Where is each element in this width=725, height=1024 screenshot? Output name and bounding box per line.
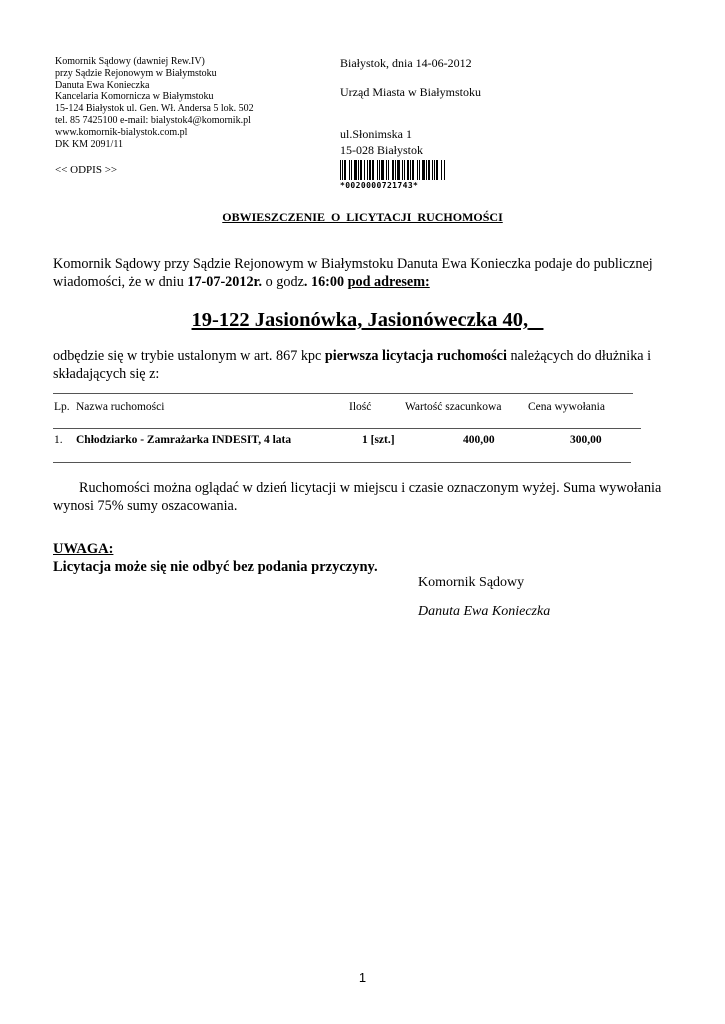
barcode-bar <box>388 160 389 180</box>
barcode <box>340 160 448 190</box>
signature-title: Komornik Sądowy <box>418 575 525 590</box>
barcode-text: *0020000721743* <box>340 181 419 190</box>
col-header-value: Wartość szacunkowa <box>405 401 502 413</box>
barcode-bar <box>392 160 394 180</box>
col-header-price: Cena wywołania <box>528 401 605 413</box>
barcode-bar <box>342 160 343 180</box>
body-paragraph <box>53 347 683 383</box>
barcode-bar <box>422 160 425 180</box>
barcode-bar <box>372 160 374 180</box>
sender-line: www.komornik-bialystok.com.pl <box>55 126 188 138</box>
auction-address <box>0 309 725 332</box>
barcode-bar <box>426 160 427 180</box>
auction-address-text: 19-122 Jasionówka, Jasionóweczka 40, <box>191 309 529 331</box>
barcode-bar <box>412 160 414 180</box>
barcode-bar <box>417 160 418 180</box>
table-rule-bottom <box>53 462 631 463</box>
barcode-bar <box>407 160 409 180</box>
barcode-bar <box>349 160 350 180</box>
note-paragraph: Ruchomości można oglądać w dzień licytacji w miejscu i czasie oznaczonym wyżej. Suma wywołania wynosi 75% sumy oszacowania. <box>53 480 662 514</box>
intro-text: Komornik Sądowy przy Sądzie Rejonowym w Białymstoku Danuta Ewa Konieczka podaje do publicznej wiadomości, że w dniu <box>53 256 653 290</box>
sender-line: Danuta Ewa Konieczka <box>55 79 150 91</box>
barcode-bar <box>397 160 400 180</box>
barcode-bar <box>428 160 430 180</box>
document-title: OBWIESZCZENIE O LICYTACJI RUCHOMOŚCI <box>222 210 503 224</box>
barcode-bar <box>404 160 405 180</box>
recipient-city: 15-028 Białystok <box>340 143 423 157</box>
row-qty: 1 [szt.] <box>362 434 395 446</box>
barcode-bar <box>344 160 346 180</box>
barcode-bar <box>340 160 341 180</box>
barcode-bar <box>434 160 435 180</box>
sender-line: przy Sądzie Rejonowym w Białymstoku <box>55 67 217 79</box>
barcode-bar <box>377 160 378 180</box>
barcode-bar <box>351 160 352 180</box>
copy-marker: << ODPIS >> <box>55 164 118 176</box>
address-intro: pod adresem: <box>347 274 430 290</box>
signature-name: Danuta Ewa Konieczka <box>418 604 551 619</box>
barcode-bar <box>358 160 359 180</box>
warning-heading: UWAGA: <box>53 541 114 557</box>
auction-date: 17-07-2012r. <box>187 274 263 290</box>
case-number: DK KM 2091/11 <box>55 138 123 150</box>
barcode-bar <box>360 160 362 180</box>
barcode-bar <box>419 160 420 180</box>
barcode-bar <box>369 160 371 180</box>
intro-paragraph <box>53 255 683 291</box>
sender-block <box>55 56 254 150</box>
table-rule-top <box>53 393 633 394</box>
recipient-name: Urząd Miasta w Białymstoku <box>340 85 481 99</box>
recipient-street: ul.Słonimska 1 <box>340 127 413 141</box>
row-name: Chłodziarko - Zamrażarka INDESIT, 4 lata <box>76 434 292 446</box>
page-number: 1 <box>358 970 367 985</box>
barcode-bars <box>340 160 448 180</box>
row-lp: 1. <box>54 434 63 446</box>
barcode-bar <box>364 160 365 180</box>
sender-line: Komornik Sądowy (dawniej Rew.IV) <box>55 56 205 67</box>
body-text: odbędzie się w trybie ustalonym w art. 867 kpc <box>53 348 325 364</box>
barcode-bar <box>395 160 396 180</box>
body-text-end: należących do dłużnika i składających się z: <box>53 348 652 382</box>
barcode-bar <box>386 160 387 180</box>
barcode-bar <box>381 160 384 180</box>
auction-type: pierwsza licytacja ruchomości <box>324 348 507 364</box>
barcode-bar <box>444 160 445 180</box>
intro-text-time: o godz <box>262 274 304 290</box>
barcode-bar <box>432 160 433 180</box>
barcode-bar <box>402 160 403 180</box>
row-value: 400,00 <box>463 434 495 446</box>
col-header-lp: Lp. <box>54 401 70 413</box>
barcode-bar <box>367 160 368 180</box>
sender-line: 15-124 Białystok ul. Gen. Wł. Andersa 5 lok. 502 <box>55 103 254 115</box>
sender-line: tel. 85 7425100 e-mail: bialystok4@komornik.pl <box>55 114 251 126</box>
warning-text: Licytacja może się nie odbyć bez podania przyczyny. <box>53 559 378 575</box>
barcode-bar <box>436 160 438 180</box>
sender-line: Kancelaria Komornicza w Białymstoku <box>55 91 214 103</box>
barcode-bar <box>379 160 380 180</box>
place-date: Białystok, dnia 14-06-2012 <box>340 56 472 70</box>
col-header-qty: Ilość <box>349 401 372 413</box>
row-price: 300,00 <box>570 434 602 446</box>
barcode-bar <box>410 160 411 180</box>
auction-time: . 16:00 <box>303 274 345 290</box>
barcode-bar <box>354 160 357 180</box>
table-rule-header <box>53 428 641 429</box>
barcode-bar <box>441 160 442 180</box>
col-header-name: Nazwa ruchomości <box>76 401 165 413</box>
